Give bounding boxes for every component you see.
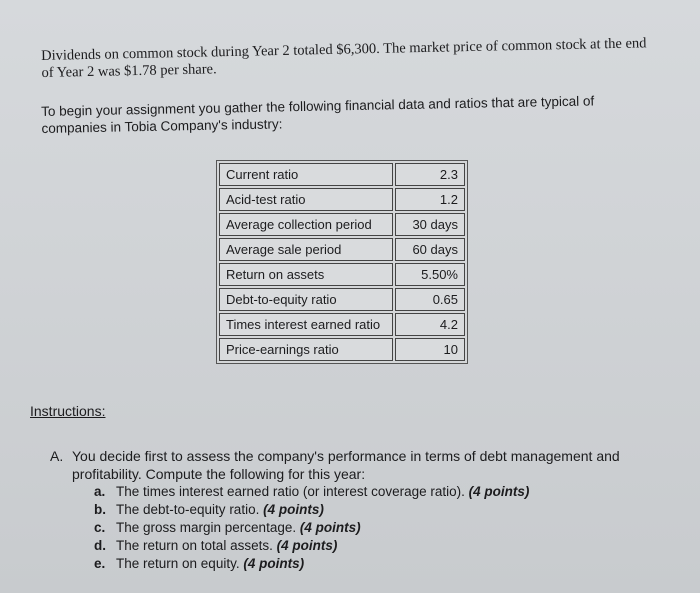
- subitem-points: (4 points): [263, 502, 324, 517]
- intro-line-2: of Year 2 was $1.78 per share.: [41, 61, 217, 81]
- table-row: [219, 213, 465, 236]
- ratio-label: Current ratio: [219, 163, 393, 186]
- ratio-value: 2.3: [395, 163, 465, 186]
- intro-paragraph: [41, 35, 682, 82]
- table-row: [219, 263, 465, 286]
- begin-paragraph: [41, 91, 662, 137]
- subitem-text: The times interest earned ratio (or interest coverage ratio).: [116, 484, 465, 499]
- subitem-points: (4 points): [299, 520, 361, 535]
- ratio-value: 60 days: [395, 238, 465, 261]
- list-item: [94, 501, 529, 519]
- subitem-text: The gross margin percentage.: [116, 520, 297, 535]
- subitem-letter: c.: [94, 520, 106, 535]
- industry-ratios-table: [216, 160, 468, 364]
- question-a-letter: A.: [50, 448, 64, 464]
- subitem-letter: d.: [94, 538, 106, 553]
- question-a-line-1: You decide first to assess the company's performance in terms of debt management and: [72, 448, 620, 464]
- list-item: [94, 555, 529, 573]
- subitem-letter: b.: [94, 502, 106, 517]
- begin-line-2: companies in Tobia Company's industry:: [41, 116, 283, 136]
- subitem-text: The return on total assets.: [116, 538, 273, 553]
- table-row: [219, 313, 465, 336]
- subitem-letter: e.: [94, 556, 106, 571]
- begin-line-1: To begin your assignment you gather the following financial data and ratios that are typical of: [41, 93, 595, 119]
- instructions-heading: Instructions:: [30, 403, 106, 419]
- list-item: [94, 537, 529, 555]
- ratio-label: Debt-to-equity ratio: [219, 288, 393, 311]
- list-item: [94, 519, 529, 537]
- table-row: [219, 163, 465, 186]
- ratio-label: Price-earnings ratio: [219, 338, 393, 361]
- subitem-points: (4 points): [243, 556, 305, 571]
- table-row: [219, 338, 465, 361]
- ratio-value: 4.2: [395, 313, 465, 336]
- subitem-points: (4 points): [276, 538, 338, 553]
- table-row: [219, 238, 465, 261]
- ratio-label: Average sale period: [219, 238, 393, 261]
- ratio-label: Times interest earned ratio: [219, 313, 393, 336]
- ratio-value: 1.2: [395, 188, 465, 211]
- ratio-value: 5.50%: [395, 263, 465, 286]
- subitem-letter: a.: [94, 484, 106, 499]
- question-a: [50, 447, 670, 483]
- table-row: [219, 288, 465, 311]
- subitem-text: The debt-to-equity ratio.: [116, 502, 260, 517]
- ratio-value: 10: [395, 338, 465, 361]
- table-row: [219, 188, 465, 211]
- question-a-line-2: profitability. Compute the following for this year:: [72, 466, 366, 482]
- ratio-label: Average collection period: [219, 213, 393, 236]
- intro-line-1: Dividends on common stock during Year 2 totaled $6,300. The market price of common stock at the end: [41, 35, 647, 64]
- subitem-points: (4 points): [468, 484, 530, 499]
- ratio-label: Acid-test ratio: [219, 188, 393, 211]
- ratio-value: 0.65: [395, 288, 465, 311]
- subitem-text: The return on equity.: [116, 556, 240, 571]
- ratio-label: Return on assets: [219, 263, 393, 286]
- question-a-subitems: [94, 483, 529, 573]
- list-item: [94, 483, 529, 501]
- ratio-value: 30 days: [395, 213, 465, 236]
